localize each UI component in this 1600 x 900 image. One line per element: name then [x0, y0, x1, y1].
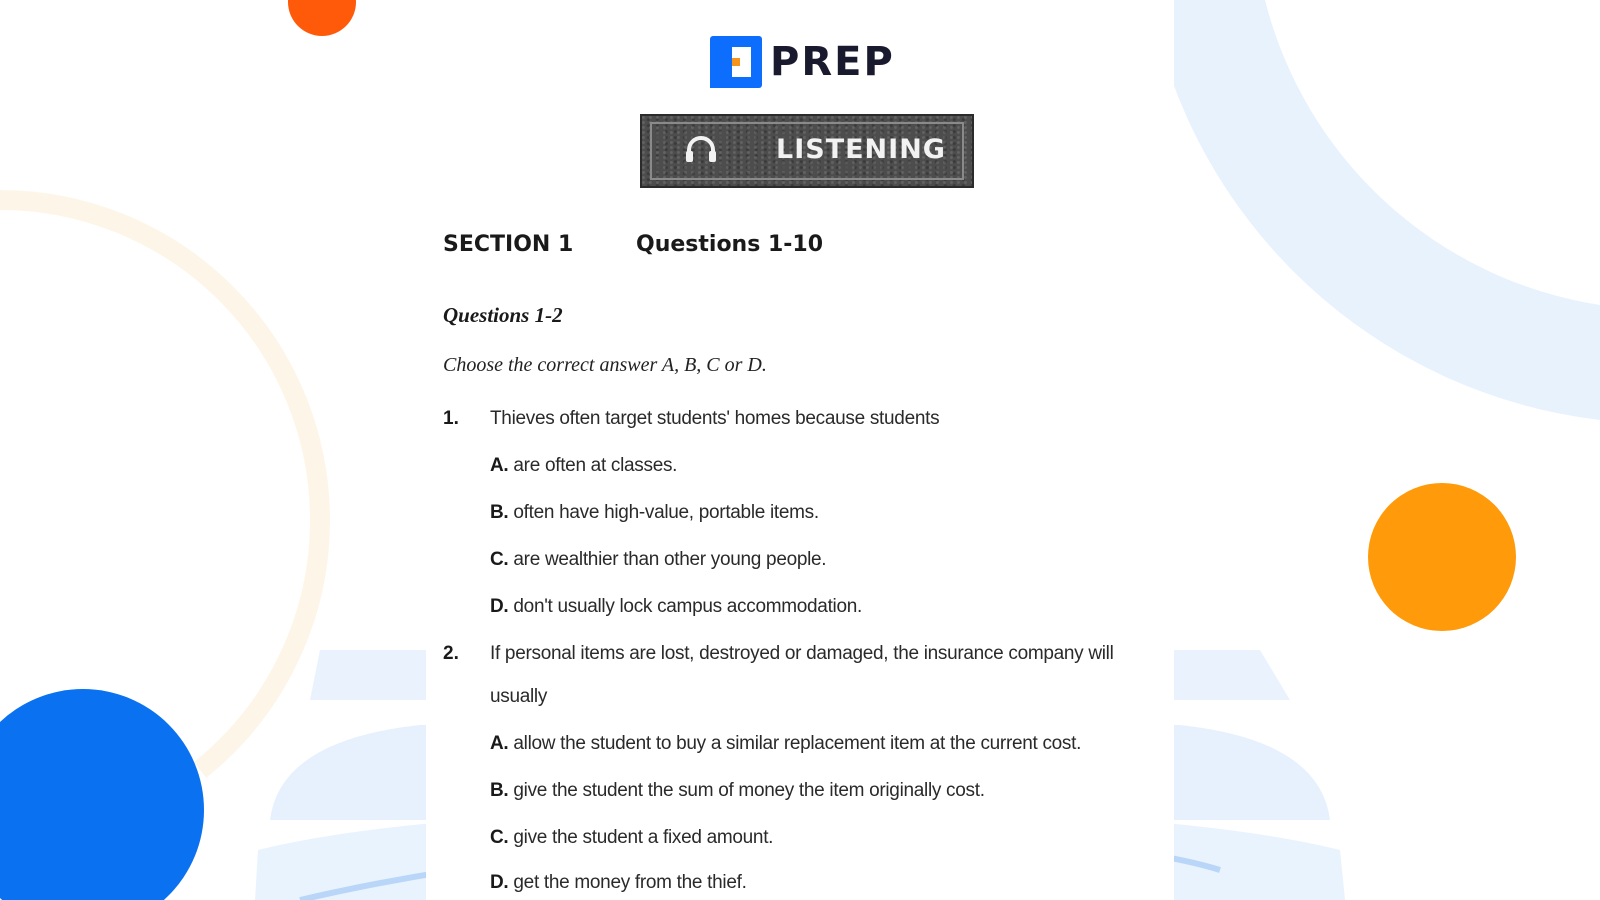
headphones-icon [684, 134, 718, 164]
question-instruction: Choose the correct answer A, B, C or D. [443, 354, 767, 376]
banner-title: LISTENING [776, 134, 946, 165]
answer-option[interactable] [490, 872, 747, 894]
option-text: give the student a fixed amount. [513, 827, 774, 848]
option-text: don't usually lock campus accommodation. [513, 596, 862, 617]
listening-banner [640, 114, 974, 188]
section-title: SECTION 1 [443, 232, 574, 257]
answer-option[interactable] [490, 502, 819, 524]
option-letter: C. [490, 549, 509, 570]
question-number: 1. [443, 408, 459, 429]
option-letter: B. [490, 502, 509, 523]
option-letter: A. [490, 455, 509, 476]
answer-option[interactable] [490, 455, 677, 477]
question-text-continued: usually [490, 686, 548, 707]
decor-blue-circle [0, 689, 204, 900]
option-text: give the student the sum of money the item originally cost. [513, 780, 985, 801]
answer-option[interactable] [490, 827, 773, 849]
answer-option[interactable] [490, 549, 826, 571]
prep-logo-icon [710, 36, 762, 88]
question-number: 2. [443, 643, 459, 664]
answer-option[interactable] [490, 596, 862, 618]
decor-orange-dot-small [288, 0, 356, 36]
option-letter: D. [490, 872, 509, 893]
section-questions-range: Questions 1-10 [636, 232, 824, 257]
brand-name: PREP [770, 39, 895, 85]
decor-arc-left [0, 200, 320, 770]
option-letter: B. [490, 780, 509, 801]
option-text: are wealthier than other young people. [513, 549, 827, 570]
option-text: get the money from the thief. [513, 872, 747, 893]
question-group-title: Questions 1-2 [443, 303, 563, 327]
brand-logo [710, 36, 895, 88]
option-letter: D. [490, 596, 509, 617]
decor-arc-top-right [1150, 0, 1600, 420]
decor-orange-circle [1368, 483, 1516, 631]
option-letter: C. [490, 827, 509, 848]
option-text: often have high-value, portable items. [513, 502, 819, 523]
answer-option[interactable] [490, 733, 1081, 755]
question-text: If personal items are lost, destroyed or damaged, the insurance company will [490, 643, 1114, 664]
option-text: allow the student to buy a similar replacement item at the current cost. [513, 733, 1082, 754]
option-text: are often at classes. [513, 455, 678, 476]
answer-option[interactable] [490, 780, 985, 802]
question-text: Thieves often target students' homes because students [490, 408, 940, 429]
option-letter: A. [490, 733, 509, 754]
